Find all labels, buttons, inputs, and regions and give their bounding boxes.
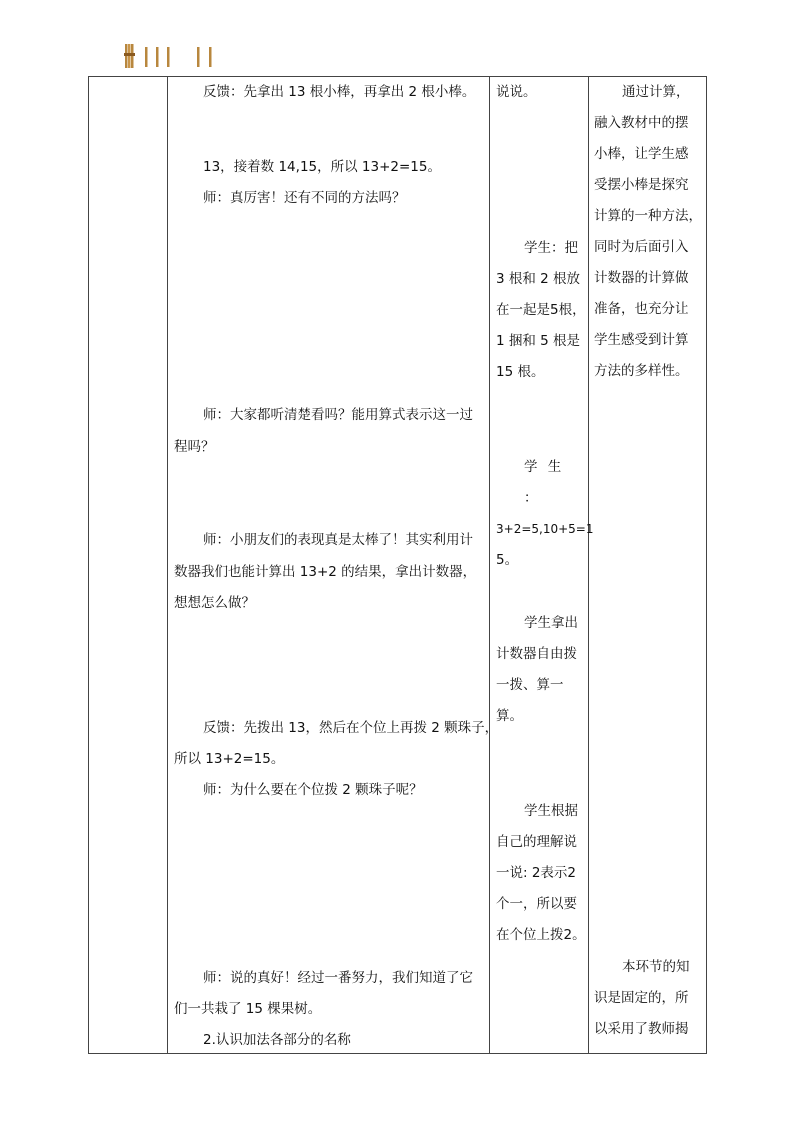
stick-icon bbox=[167, 47, 170, 67]
student-line: 在一起是5根， bbox=[496, 302, 586, 318]
student-response-block bbox=[496, 608, 586, 732]
student-line: 学生：把 bbox=[524, 240, 578, 256]
stick-icon bbox=[197, 47, 200, 67]
teacher-line: 师：说的真好！经过一番努力，我们知道了它 bbox=[203, 970, 473, 986]
stick-icon bbox=[145, 47, 148, 67]
teacher-line: 程吗？ bbox=[174, 439, 215, 455]
student-line: 3 根和 2 根放 bbox=[496, 271, 581, 287]
stick-icon bbox=[156, 47, 159, 67]
intent-line: 计算的一种方法， bbox=[594, 208, 702, 224]
student-line: 自己的理解说 bbox=[496, 834, 577, 850]
teacher-line: 反馈：先拿出 13 根小棒，再拿出 2 根小棒。 bbox=[203, 84, 476, 100]
column-divider bbox=[588, 77, 589, 1053]
teacher-line: 师：真厉害！还有不同的方法吗？ bbox=[203, 190, 406, 206]
student-line: 个一，所以要 bbox=[496, 896, 577, 912]
student-line: 学生根据 bbox=[524, 803, 578, 819]
student-line: 在个位上拨2。 bbox=[496, 927, 586, 943]
student-response-block bbox=[496, 452, 594, 576]
design-intent-block bbox=[594, 952, 706, 1045]
student-line: 3+2=5,10+5=1 bbox=[496, 522, 594, 536]
intent-line: 学生感受到计算 bbox=[594, 332, 689, 348]
intent-line: 受摆小棒是探究 bbox=[594, 177, 689, 193]
column-divider bbox=[167, 77, 168, 1053]
student-line: 一说: 2表示2 bbox=[496, 865, 577, 881]
teacher-line: 们一共栽了 15 棵果树。 bbox=[174, 1001, 322, 1017]
student-line: 计数器自由拨 bbox=[496, 646, 577, 662]
student-response-block bbox=[496, 796, 586, 951]
teacher-line: 想想怎么做？ bbox=[174, 595, 255, 611]
counting-sticks-image bbox=[123, 42, 233, 70]
intent-line: 识是固定的，所 bbox=[594, 990, 689, 1006]
student-line: 1 捆和 5 根是 bbox=[496, 333, 581, 349]
student-line: 说说。 bbox=[496, 84, 537, 100]
column-divider bbox=[489, 77, 490, 1053]
intent-line: 以采用了教师揭 bbox=[594, 1021, 689, 1037]
teacher-line: 所以 13+2=15。 bbox=[174, 751, 285, 767]
teacher-line: 师：小朋友们的表现真是太棒了！其实利用计 bbox=[203, 532, 473, 548]
student-response-block bbox=[496, 233, 586, 388]
student-line: 学生拿出 bbox=[524, 615, 578, 631]
intent-line: 同时为后面引入 bbox=[594, 239, 689, 255]
teacher-line: 反馈：先拨出 13，然后在个位上再拨 2 颗珠子， bbox=[203, 720, 499, 736]
student-line: 5。 bbox=[496, 552, 519, 568]
stick-icon bbox=[209, 47, 212, 67]
teacher-line: 数器我们也能计算出 13+2 的结果，拿出计数器， bbox=[174, 564, 477, 580]
student-line: 15 根。 bbox=[496, 364, 545, 380]
intent-line: 方法的多样性。 bbox=[594, 363, 689, 379]
student-line: 一拨、算一算。 bbox=[496, 677, 564, 724]
teacher-line: 师：为什么要在个位拨 2 颗珠子呢？ bbox=[203, 782, 423, 798]
design-intent-block bbox=[594, 77, 706, 387]
stick-bundle-icon bbox=[124, 44, 135, 68]
intent-line: 融入教材中的摆 bbox=[594, 115, 689, 131]
intent-line: 本环节的知 bbox=[622, 959, 690, 975]
teacher-line: 13，接着数 14,15，所以 13+2=15。 bbox=[203, 159, 441, 175]
intent-line: 小棒，让学生感 bbox=[594, 146, 689, 162]
section-heading: 2.认识加法各部分的名称 bbox=[203, 1032, 351, 1048]
intent-line: 准备，也充分让 bbox=[594, 301, 689, 317]
student-line: 学 生 ： bbox=[524, 459, 565, 506]
intent-line: 计数器的计算做 bbox=[594, 270, 689, 286]
intent-line: 通过计算， bbox=[622, 84, 690, 100]
teacher-line: 师：大家都听清楚看吗？能用算式表示这一过 bbox=[203, 407, 473, 423]
